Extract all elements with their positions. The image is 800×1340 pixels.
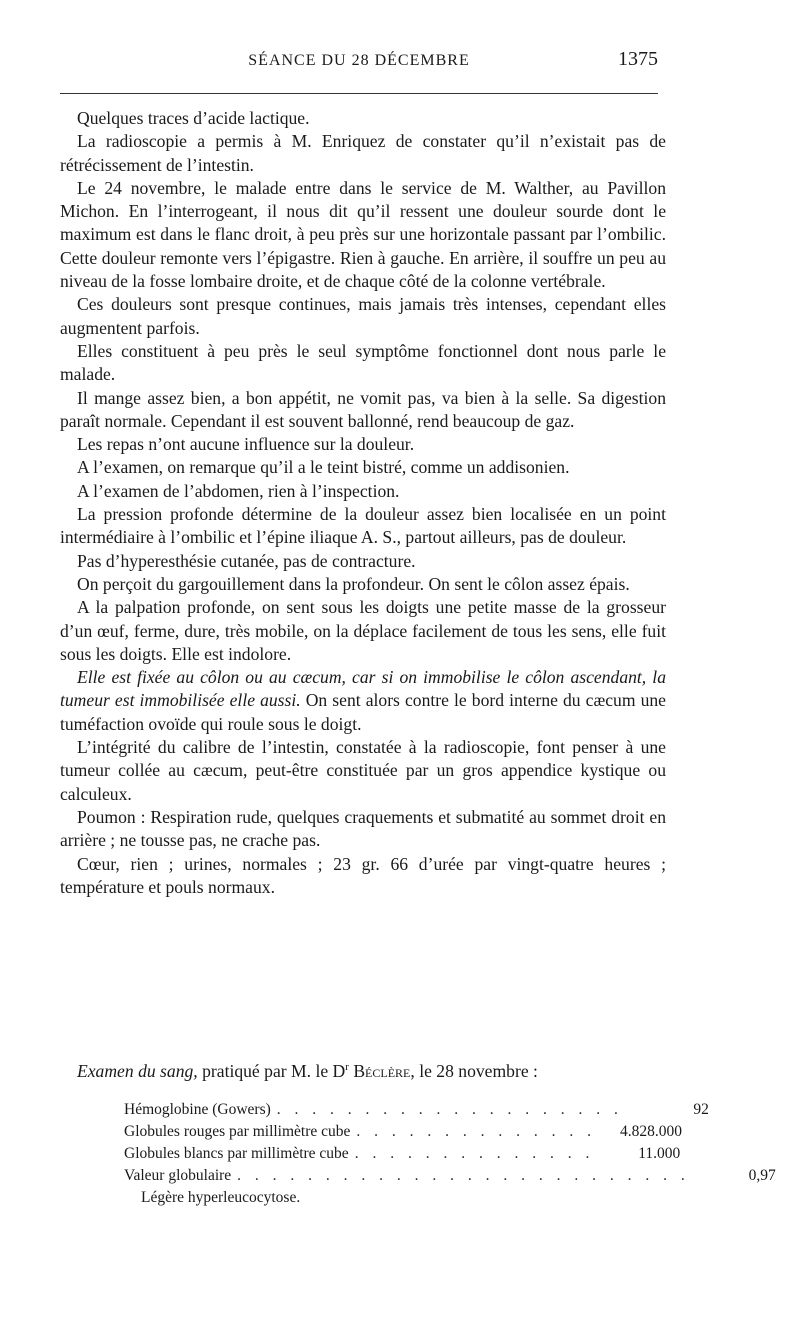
paragraph: Les repas n’ont aucune influence sur la douleur. (77, 434, 415, 455)
exam-doctor-name: Béclère, (348, 1060, 415, 1081)
paragraph: Il mange assez bien, a bon appétit, ne vomit pas, va bien à la selle. Sa digestion paraît normale. Cependant il est souvent ballonné, rend beaucoup de gaz. (60, 387, 666, 431)
row-label: Hémoglobine (Gowers) (124, 1101, 271, 1118)
table-row (124, 1143, 681, 1165)
running-head (60, 48, 658, 76)
body-text (60, 107, 666, 899)
page-number: 1375 (618, 48, 658, 70)
row-value: 0,97 (748, 1167, 776, 1184)
paragraph: A la palpation profonde, on sent sous les doigts une petite masse de la grosseur d’un œuf, ferme, dure, très mobile, on la déplace facilement de tous les sens, elle fuit sous les doigts. Elle est indolore. (60, 597, 666, 664)
paragraph: L’intégrité du calibre de l’intestin, constatée à la radioscopie, font penser à une tumeur collée au cæcum, peut-être constituée par un gros appendice kystique ou calculeux. (60, 737, 666, 804)
exam-date: le 28 novembre : (414, 1060, 538, 1081)
paragraph-italic-lead (60, 666, 666, 736)
paragraph: Pas d’hyperesthésie cutanée, pas de contracture. (77, 550, 416, 571)
exam-italic: Examen du sang, (77, 1060, 198, 1081)
paragraph: On perçoit du gargouillement dans la profondeur. On sent le côlon assez épais. (77, 573, 630, 594)
paragraph: Poumon : Respiration rude, quelques craquements et submatité au sommet droit en arrière ; ne tousse pas, ne crache pas. (60, 806, 666, 851)
paragraph: A l’examen, on remarque qu’il a le teint bistré, comme un addisonien. (77, 457, 570, 478)
row-value: 4.828.000 (620, 1123, 683, 1140)
paragraph: La radioscopie a permis à M. Enriquez de constater qu’il n’existait pas de rétrécissement de l’intestin. (60, 131, 666, 175)
paragraph: Cœur, rien ; urines, normales ; 23 gr. 66 d’urée par vingt-quatre heures ; température et pouls normaux. (60, 853, 666, 897)
running-title: SÉANCE DU 28 DÉCEMBRE (248, 52, 470, 69)
blood-results-table (124, 1099, 776, 1209)
table-row (124, 1099, 709, 1121)
table-row (124, 1121, 683, 1143)
paragraph: A l’examen de l’abdomen, rien à l’inspection. (77, 480, 400, 501)
paragraph: Le 24 novembre, le malade entre dans le service de M. Walther, au Pavillon Michon. En l’interrogeant, il nous dit qu’il ressent une douleur sourde dont le maximum est dans le flanc droit, à peu près sur une horizontale passant par l’ombilic. Cette douleur remonte vers l’épigastre. Rien à gauche. En arrière, il souffre un peu au niveau de la fosse lombaire droite, et de chaque côté de la colonne vertébrale. (60, 177, 666, 292)
paragraph: Ces douleurs sont presque continues, mais jamais très intenses, cependant elles augmentent parfois. (60, 294, 666, 338)
exam-text: pratiqué par M. le D (197, 1060, 346, 1081)
blood-note: Légère hyperleucocytose. (141, 1189, 301, 1206)
row-label: Globules blancs par millimètre cube (124, 1145, 349, 1162)
row-value: 92 (693, 1101, 709, 1118)
table-row (124, 1165, 776, 1187)
blood-exam-heading (60, 1056, 666, 1083)
row-label: Globules rouges par millimètre cube (124, 1123, 351, 1140)
paragraph: La pression profonde détermine de la douleur assez bien localisée en un point intermédiaire à l’ombilic et l’épine iliaque A. S., partout ailleurs, pas de douleur. (60, 504, 666, 548)
leader-dots: . . . . . . . . . . . . . . . . . . . . (276, 1101, 623, 1118)
exam-sup: r (345, 1061, 349, 1073)
header-rule (60, 93, 658, 94)
normal-text: On sent alors contre le bord interne du cæcum une tuméfaction ovoïde qui roule sous le doigt. (60, 690, 666, 734)
paragraph: Elles constituent à peu près le seul symptôme fonctionnel dont nous parle le malade. (60, 340, 666, 385)
italic-text: Elle est fixée au côlon ou au cæcum, car si on immobilise le côlon ascendant, la tumeur est immobilisée elle aussi. (60, 667, 666, 711)
row-value: 11.000 (638, 1145, 681, 1162)
leader-dots: . . . . . . . . . . . . . . (356, 1123, 597, 1140)
row-label: Valeur globulaire (124, 1167, 232, 1184)
leader-dots: . . . . . . . . . . . . . . (354, 1145, 595, 1162)
leader-dots: . . . . . . . . . . . . . . . . . . . . . . . . . . (237, 1167, 690, 1184)
paragraph: Quelques traces d’acide lactique. (77, 108, 310, 128)
